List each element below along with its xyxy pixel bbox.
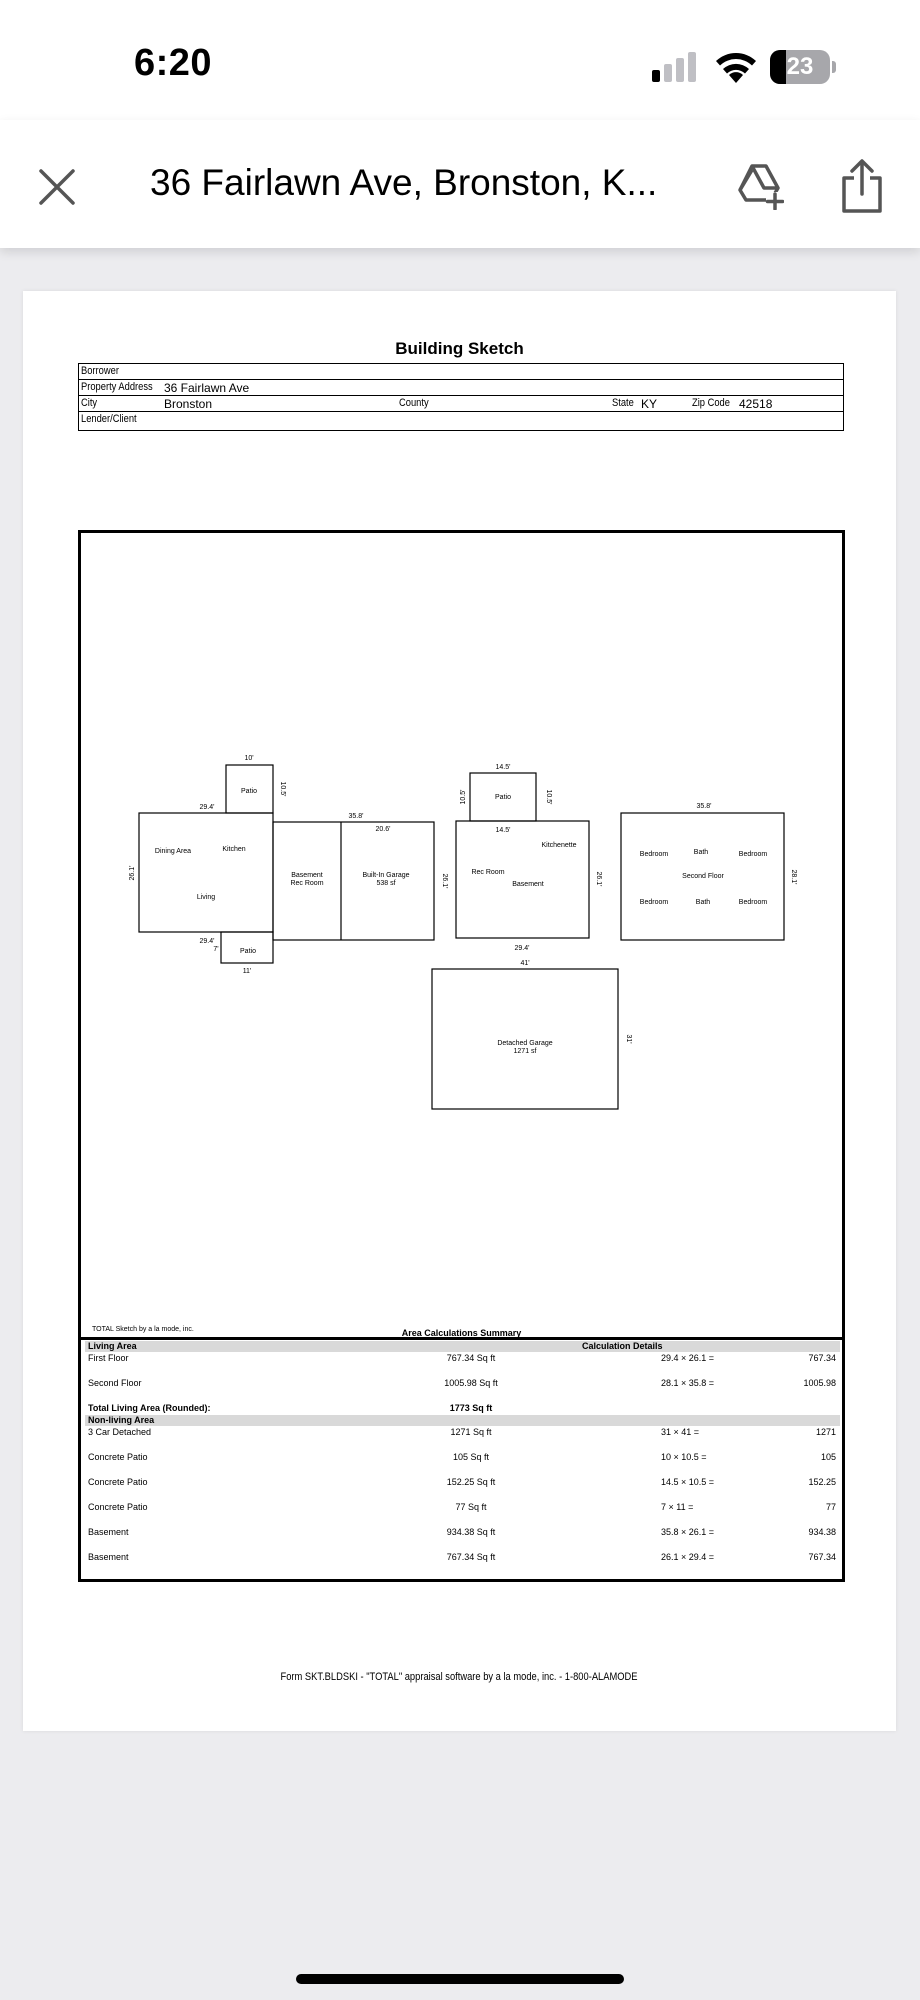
building-sketch xyxy=(78,530,845,1340)
city-value: Bronston xyxy=(164,397,213,411)
room-label: Basement xyxy=(512,881,544,888)
wifi-icon xyxy=(714,50,758,84)
living-area-label: Living Area xyxy=(88,1341,137,1351)
room-label: 1271 sf xyxy=(513,1048,537,1055)
property-address-label: Property Address xyxy=(81,381,153,393)
dimension-label: 29.4' xyxy=(199,938,215,945)
table-row: 3 Car Detached 1271 Sq ft 31 × 41 = 1271 xyxy=(88,1427,836,1437)
room-label: Patio xyxy=(241,788,257,795)
room-label: Rec Room xyxy=(290,880,324,887)
lender-row xyxy=(79,412,843,428)
room-label: Patio xyxy=(240,948,256,955)
sketch-credit: TOTAL Sketch by a la mode, inc. xyxy=(92,1326,194,1333)
status-time: 6:20 xyxy=(134,42,213,84)
non-living-area-header xyxy=(85,1415,840,1426)
dimension-label: 29.4' xyxy=(199,804,215,811)
first-floor-outline xyxy=(139,813,273,932)
dimension-label: 20.6' xyxy=(375,826,391,833)
zip-label: Zip Code xyxy=(692,397,730,409)
room-label: Living xyxy=(196,894,216,901)
dimension-label: 10.5' xyxy=(545,789,552,805)
room-label: Bath xyxy=(695,899,711,906)
total-living-area-row: Total Living Area (Rounded): 1773 Sq ft xyxy=(88,1403,493,1413)
room-label: Bath xyxy=(693,849,709,856)
living-area-header xyxy=(85,1341,840,1352)
table-row: Basement 934.38 Sq ft 35.8 × 26.1 = 934.38 xyxy=(88,1527,836,1537)
room-label: Kitchenette xyxy=(541,842,577,849)
area-summary-title: Area Calculations Summary xyxy=(401,1328,522,1338)
dimension-label: 26.1' xyxy=(129,865,136,881)
room-label: Basement xyxy=(291,872,323,879)
state-label: State xyxy=(612,397,634,409)
footer-text: Form SKT.BLDSKI - "TOTAL" appraisal software by a la mode, inc. - 1-800-ALAMODE xyxy=(280,1671,639,1683)
lender-label: Lender/Client xyxy=(81,413,137,425)
close-icon[interactable] xyxy=(36,166,78,208)
room-label: Bedroom xyxy=(639,899,669,906)
room-label: Rec Room xyxy=(471,869,505,876)
dimension-label: 10.5' xyxy=(279,781,286,797)
state-value: KY xyxy=(641,397,658,411)
city-row xyxy=(79,396,843,412)
calculation-details-label: Calculation Details xyxy=(582,1341,663,1351)
table-row: Basement 767.34 Sq ft 26.1 × 29.4 = 767.34 xyxy=(88,1552,836,1562)
room-label: Dining Area xyxy=(154,848,192,855)
home-indicator[interactable] xyxy=(296,1974,624,1984)
document-page[interactable] xyxy=(23,291,896,1731)
property-address-row xyxy=(79,380,843,396)
room-label: Bedroom xyxy=(639,851,669,858)
dimension-label: 28.1' xyxy=(790,869,797,885)
dimension-label: 31' xyxy=(625,1034,632,1044)
dimension-label: 10.5' xyxy=(460,789,467,805)
room-label: Patio xyxy=(495,794,511,801)
room-label: 538 sf xyxy=(376,880,396,887)
room-label: Second Floor xyxy=(682,873,724,880)
dimension-label: 10' xyxy=(244,755,254,762)
zip-value: 42518 xyxy=(739,397,773,411)
dimension-label: 35.8' xyxy=(696,803,712,810)
room-label: Detached Garage xyxy=(497,1040,553,1047)
room-label: Bedroom xyxy=(738,851,768,858)
cellular-signal-icon xyxy=(652,52,700,82)
dimension-label: 14.5' xyxy=(495,827,511,834)
form-footer xyxy=(23,1671,896,1683)
property-address-value: 36 Fairlawn Ave xyxy=(164,381,250,395)
detached-garage-outline xyxy=(432,969,618,1109)
share-icon[interactable] xyxy=(838,158,886,214)
sketch-title: Building Sketch xyxy=(395,339,524,358)
document-title: 36 Fairlawn Ave, Bronston, K... xyxy=(150,162,658,203)
dimension-label: 11' xyxy=(242,968,252,975)
add-to-drive-icon[interactable] xyxy=(736,162,784,210)
property-info-table xyxy=(78,363,844,431)
borrower-label: Borrower xyxy=(81,365,119,377)
table-row: First Floor 767.34 Sq ft 29.4 × 26.1 = 767.34 xyxy=(88,1353,836,1363)
dimension-label: 26.1' xyxy=(441,873,448,889)
battery-icon xyxy=(770,50,836,84)
borrower-row xyxy=(79,364,843,380)
dimension-label: 14.5' xyxy=(495,764,511,771)
room-label: Bedroom xyxy=(738,899,768,906)
non-living-area-label: Non-living Area xyxy=(88,1415,155,1425)
table-row: Concrete Patio 152.25 Sq ft 14.5 × 10.5 = 152.25 xyxy=(88,1477,836,1487)
status-bar xyxy=(0,0,920,120)
table-row: Concrete Patio 105 Sq ft 10 × 10.5 = 105 xyxy=(88,1452,836,1462)
room-label: Kitchen xyxy=(222,846,246,853)
room-label: Built-In Garage xyxy=(362,872,410,879)
nav-bar xyxy=(0,120,920,248)
dimension-label: 26.1' xyxy=(595,871,602,887)
basement-outline xyxy=(456,821,589,938)
city-label: City xyxy=(81,397,98,409)
table-row: Concrete Patio 77 Sq ft 7 × 11 = 77 xyxy=(88,1502,836,1512)
battery-level: 23 xyxy=(786,53,814,80)
dimension-label: 29.4' xyxy=(514,945,530,952)
dimension-label: 7' xyxy=(213,946,219,953)
dimension-label: 35.8' xyxy=(348,813,364,820)
county-label: County xyxy=(399,397,429,409)
dimension-label: 41' xyxy=(520,960,530,967)
table-row: Second Floor 1005.98 Sq ft 28.1 × 35.8 = 1005.98 xyxy=(88,1378,836,1388)
floor-plan-drawing xyxy=(81,533,842,1337)
area-calculations-table xyxy=(78,1337,845,1582)
